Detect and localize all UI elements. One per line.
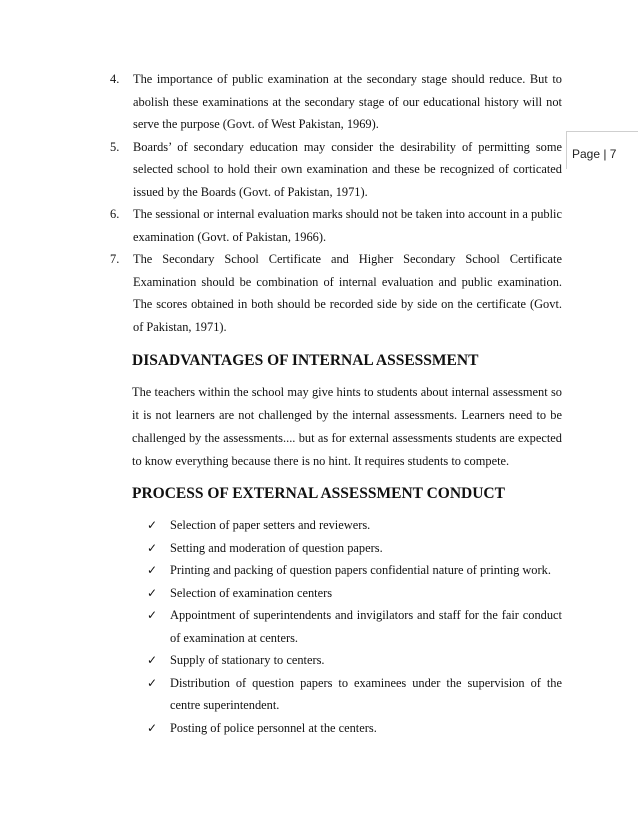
list-item-text: The importance of public examination at the secondary stage should reduce. But to abolish these examinations at the secondary stage of our educational history will not serve the purpose (Govt. of West Pakistan, 1969).: [133, 72, 562, 131]
list-item: [110, 136, 562, 204]
checkmark-icon: ✓: [147, 563, 158, 577]
checklist-item: [110, 559, 562, 582]
list-item-text: Boards’ of secondary education may consider the desirability of permitting some selected school to hold their own examination and these be recognized of corticated issued by the Boards (Govt. of Pakistan, 1971).: [133, 139, 562, 199]
checkmark-icon: ✓: [147, 653, 158, 667]
page-number: Page | 7: [572, 147, 617, 161]
checklist-item-text: Distribution of question papers to examinees under the supervision of the centre superintendent.: [170, 675, 562, 712]
list-item: [110, 203, 562, 248]
checklist-item: [110, 537, 562, 560]
process-heading: PROCESS OF EXTERNAL ASSESSMENT CONDUCT: [132, 484, 505, 502]
list-number: 4.: [110, 72, 120, 86]
checklist-item: [110, 514, 562, 537]
checklist-item-text: Printing and packing of question papers confidential nature of printing work.: [170, 563, 551, 577]
checklist-item-text: Setting and moderation of question papers.: [170, 540, 383, 555]
checkmark-icon: ✓: [147, 540, 158, 555]
checklist-item-text: Appointment of superintendents and invigilators and staff for the fair conduct of examination at centers.: [170, 608, 562, 645]
checklist-item: [110, 717, 562, 740]
checklist-item-text: Selection of paper setters and reviewers.: [170, 518, 371, 532]
checklist-item: [110, 672, 562, 717]
list-number: 5.: [110, 139, 120, 154]
list-item-text: The sessional or internal evaluation marks should not be taken into account in a public examination (Govt. of Pakistan, 1966).: [133, 207, 562, 244]
page-number-rule-top: [566, 131, 638, 132]
checklist: [110, 514, 562, 739]
checkmark-icon: ✓: [147, 675, 158, 690]
list-item-text: The Secondary School Certificate and Higher Secondary School Certificate Examination should be combination of internal evaluation and public examination. The scores obtained in both should be recorded side by side on the certificate (Govt. of Pakistan, 1971).: [133, 252, 562, 334]
document-body: [110, 68, 562, 739]
checklist-item-text: Supply of stationary to centers.: [170, 653, 325, 667]
list-number: 6.: [110, 207, 120, 221]
numbered-list: [110, 68, 562, 338]
checkmark-icon: ✓: [147, 720, 158, 735]
checklist-item-text: Posting of police personnel at the centers.: [170, 720, 377, 735]
checklist-item: [110, 649, 562, 672]
disadvantages-paragraph: The teachers within the school may give hints to students about internal assessment so it is not learners are not challenged by the internal assessments. Learners need to be challenged by the assessments.... but as for external assessments students are expected to know everything because there is no hint. It requires students to compete.: [132, 384, 562, 468]
disadvantages-heading: DISADVANTAGES OF INTERNAL ASSESSMENT: [132, 352, 479, 369]
checklist-item-text: Selection of examination centers: [170, 585, 333, 600]
list-item: [110, 248, 562, 338]
list-item: [110, 68, 562, 136]
list-number: 7.: [110, 252, 120, 266]
checklist-item: [110, 604, 562, 649]
checkmark-icon: ✓: [147, 608, 158, 622]
checkmark-icon: ✓: [147, 518, 158, 532]
checklist-item: [110, 582, 562, 605]
checkmark-icon: ✓: [147, 585, 158, 600]
